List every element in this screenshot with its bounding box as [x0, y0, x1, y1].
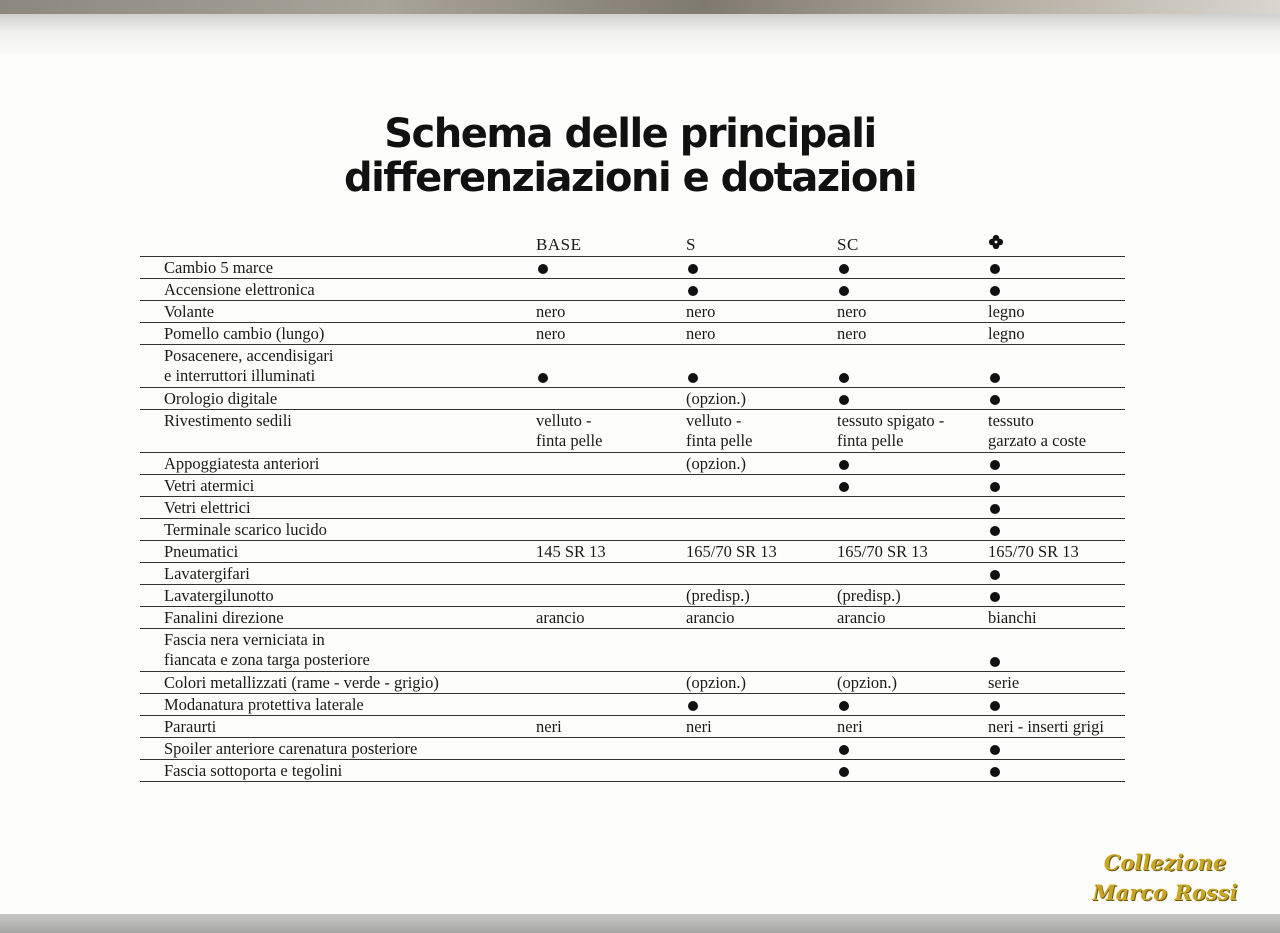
row-label: Fascia nera verniciata in fiancata e zona targa posteriore: [164, 630, 370, 669]
cell-quadrifoglio: tessuto garzato a coste: [988, 411, 1087, 450]
bullet-icon: [839, 373, 849, 383]
bullet-icon: [839, 701, 849, 711]
table-row: [140, 585, 1125, 607]
cell-sc: neri: [837, 717, 863, 736]
row-label: Pneumatici: [164, 542, 239, 561]
cell-s: (opzion.): [686, 389, 747, 408]
cell-base: 145 SR 13: [536, 542, 606, 561]
included-dot-quadrifoglio: [988, 695, 1000, 715]
cell-s: nero: [686, 324, 716, 343]
included-dot-quadrifoglio: [988, 389, 1000, 409]
title-line-1: Schema delle principali: [384, 111, 876, 157]
cell-base: arancio: [536, 608, 585, 627]
bullet-icon: [688, 286, 698, 296]
bullet-icon: [990, 460, 1000, 470]
bullet-icon: [688, 373, 698, 383]
row-label: Appoggiatesta anteriori: [164, 454, 320, 473]
included-dot-quadrifoglio: [988, 651, 1000, 671]
cell-base: velluto - finta pelle: [536, 411, 603, 450]
bullet-icon: [990, 767, 1000, 777]
cell-s: (opzion.): [686, 454, 747, 473]
included-dot-sc: [837, 258, 849, 278]
row-label: Colori metallizzati (rame - verde - grigio): [164, 673, 439, 692]
cell-sc: (predisp.): [837, 586, 901, 605]
included-dot-sc: [837, 739, 849, 759]
watermark-line-2: Marco Rossi: [1092, 880, 1238, 905]
cell-base: neri: [536, 717, 562, 736]
bullet-icon: [990, 570, 1000, 580]
row-label: Terminale scarico lucido: [164, 520, 327, 539]
table-row: [140, 475, 1125, 497]
included-dot-s: [686, 258, 698, 278]
cell-sc: tessuto spigato - finta pelle: [837, 411, 945, 450]
table-row: [140, 629, 1125, 672]
included-dot-quadrifoglio: [988, 476, 1000, 496]
included-dot-quadrifoglio: [988, 586, 1000, 606]
quadrifoglio-icon: [988, 234, 1004, 250]
included-dot-quadrifoglio: [988, 280, 1000, 300]
table-body: [140, 257, 1125, 782]
table-row: [140, 279, 1125, 301]
column-header-base: BASE: [536, 235, 582, 254]
row-label: Volante: [164, 302, 215, 321]
cell-s: (predisp.): [686, 586, 750, 605]
included-dot-quadrifoglio: [988, 564, 1000, 584]
row-label: Accensione elettronica: [164, 280, 315, 299]
cell-base: nero: [536, 324, 566, 343]
bullet-icon: [990, 745, 1000, 755]
bullet-icon: [839, 264, 849, 274]
page-fold: [0, 14, 1280, 55]
row-label: Fascia sottoporta e tegolini: [164, 761, 343, 780]
included-dot-quadrifoglio: [988, 761, 1000, 781]
bullet-icon: [990, 504, 1000, 514]
bullet-icon: [990, 395, 1000, 405]
bullet-icon: [688, 264, 698, 274]
bullet-icon: [990, 264, 1000, 274]
scan-bottom-edge: [0, 914, 1280, 933]
bullet-icon: [990, 286, 1000, 296]
cell-quadrifoglio: legno: [988, 302, 1025, 321]
table-row: [140, 519, 1125, 541]
included-dot-s: [686, 280, 698, 300]
row-label: Rivestimento sedili: [164, 411, 292, 430]
cell-quadrifoglio: serie: [988, 673, 1020, 692]
bullet-icon: [688, 701, 698, 711]
row-label: Orologio digitale: [164, 389, 278, 408]
watermark-line-1: Collezione: [1103, 850, 1227, 875]
included-dot-s: [686, 367, 698, 387]
cell-s: (opzion.): [686, 673, 747, 692]
row-label: Spoiler anteriore carenatura posteriore: [164, 739, 418, 758]
row-label: Paraurti: [164, 717, 217, 736]
cell-s: nero: [686, 302, 716, 321]
bullet-icon: [839, 395, 849, 405]
included-dot-sc: [837, 280, 849, 300]
included-dot-quadrifoglio: [988, 367, 1000, 387]
included-dot-quadrifoglio: [988, 520, 1000, 540]
table-row: [140, 257, 1125, 279]
row-label: Pomello cambio (lungo): [164, 324, 325, 343]
included-dot-sc: [837, 695, 849, 715]
table-row: [140, 388, 1125, 410]
equipment-table: [140, 232, 1125, 782]
row-label: Fanalini direzione: [164, 608, 284, 627]
included-dot-quadrifoglio: [988, 739, 1000, 759]
column-header-sc: SC: [837, 235, 859, 254]
table-row: [140, 672, 1125, 694]
bullet-icon: [839, 482, 849, 492]
included-dot-s: [686, 695, 698, 715]
bullet-icon: [839, 745, 849, 755]
table-row: [140, 541, 1125, 563]
included-dot-quadrifoglio: [988, 498, 1000, 518]
cell-base: nero: [536, 302, 566, 321]
page-title: [300, 112, 960, 200]
cell-sc: (opzion.): [837, 673, 898, 692]
row-label: Cambio 5 marce: [164, 258, 274, 277]
included-dot-base: [536, 258, 548, 278]
cell-quadrifoglio: legno: [988, 324, 1025, 343]
table-row: [140, 345, 1125, 388]
collection-watermark: [1090, 848, 1240, 908]
table-row: [140, 453, 1125, 475]
cell-s: velluto - finta pelle: [686, 411, 753, 450]
row-label: Lavatergilunotto: [164, 586, 274, 605]
cell-s: arancio: [686, 608, 735, 627]
bullet-icon: [538, 373, 548, 383]
bullet-icon: [990, 526, 1000, 536]
cell-sc: arancio: [837, 608, 886, 627]
included-dot-sc: [837, 761, 849, 781]
included-dot-sc: [837, 389, 849, 409]
bullet-icon: [990, 701, 1000, 711]
row-label: Vetri atermici: [164, 476, 255, 495]
table-row: [140, 497, 1125, 519]
cell-s: neri: [686, 717, 712, 736]
table-row: [140, 716, 1125, 738]
bullet-icon: [839, 767, 849, 777]
table-row: [140, 410, 1125, 453]
included-dot-sc: [837, 476, 849, 496]
table-row: [140, 563, 1125, 585]
included-dot-base: [536, 367, 548, 387]
row-label: Lavatergifari: [164, 564, 250, 583]
table-row: [140, 694, 1125, 716]
table-row: [140, 760, 1125, 782]
cell-quadrifoglio: neri - inserti grigi: [988, 717, 1104, 736]
table-row: [140, 323, 1125, 345]
cell-quadrifoglio: 165/70 SR 13: [988, 542, 1079, 561]
bullet-icon: [839, 286, 849, 296]
cell-s: 165/70 SR 13: [686, 542, 777, 561]
row-label: Vetri elettrici: [164, 498, 251, 517]
cell-sc: nero: [837, 302, 867, 321]
bullet-icon: [990, 592, 1000, 602]
column-header-s: S: [686, 235, 696, 254]
row-label: Modanatura protettiva laterale: [164, 695, 364, 714]
included-dot-quadrifoglio: [988, 258, 1000, 278]
cell-sc: 165/70 SR 13: [837, 542, 928, 561]
table-row: [140, 738, 1125, 760]
cell-sc: nero: [837, 324, 867, 343]
included-dot-sc: [837, 454, 849, 474]
row-label: Posacenere, accendisigari e interruttori illuminati: [164, 346, 334, 385]
bullet-icon: [839, 460, 849, 470]
cell-quadrifoglio: bianchi: [988, 608, 1037, 627]
table-row: [140, 301, 1125, 323]
included-dot-sc: [837, 367, 849, 387]
bullet-icon: [990, 373, 1000, 383]
scan-top-edge: [0, 0, 1280, 14]
included-dot-quadrifoglio: [988, 454, 1000, 474]
table-header: [140, 232, 1125, 257]
bullet-icon: [538, 264, 548, 274]
title-line-2: differenziazioni e dotazioni: [343, 155, 917, 201]
bullet-icon: [990, 657, 1000, 667]
table-row: [140, 607, 1125, 629]
bullet-icon: [990, 482, 1000, 492]
